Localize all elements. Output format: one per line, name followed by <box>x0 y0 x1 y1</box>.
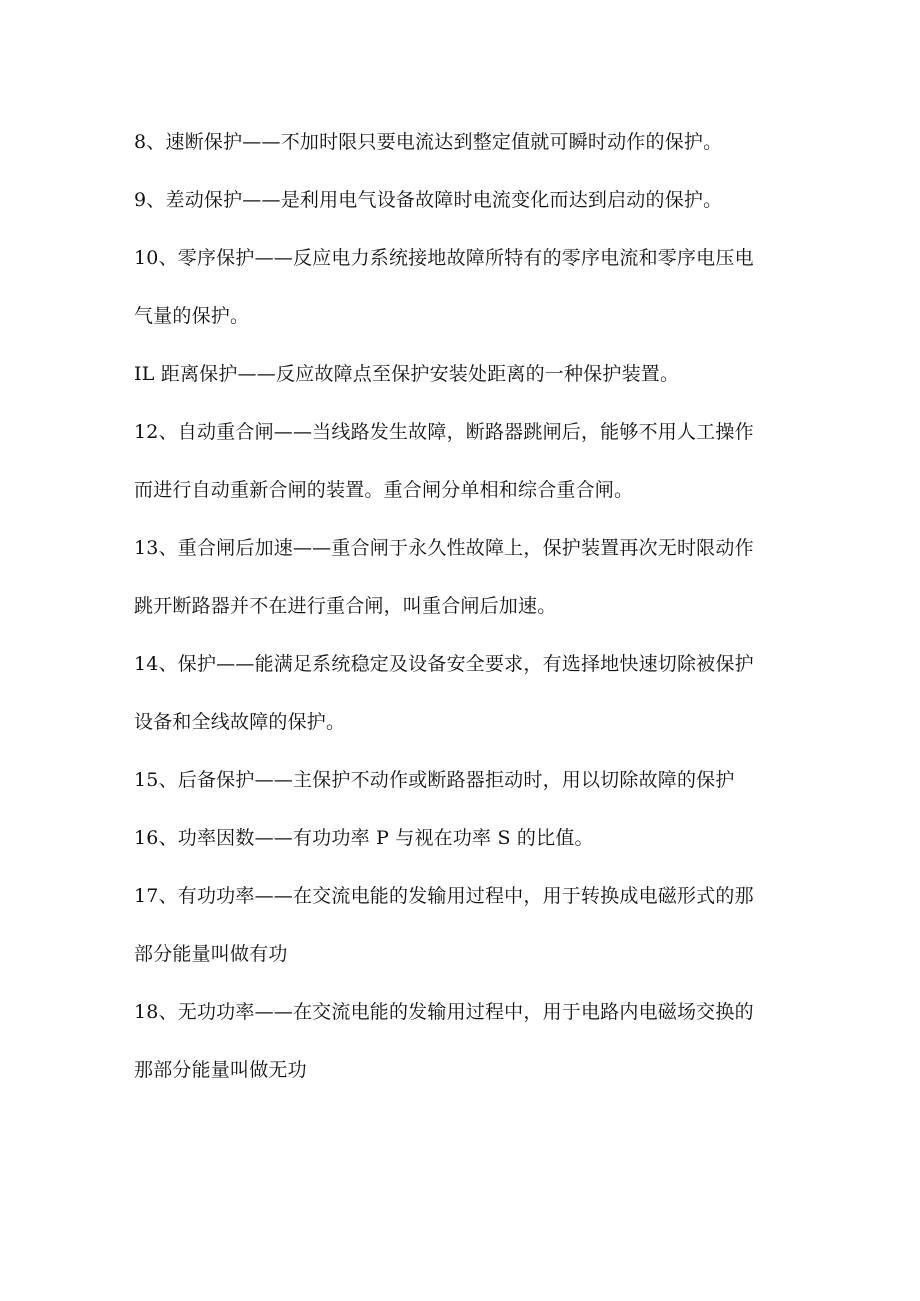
definition-entry-11 <box>134 345 794 403</box>
definition-entry-14 <box>134 635 794 751</box>
entry-line: 15、后备保护——主保护不动作或断路器拒动时，用以切除故障的保护 <box>134 769 735 791</box>
entry-line: 9、差动保护——是利用电气设备故障时电流变化而达到启动的保护。 <box>134 189 723 211</box>
entry-line: 而进行自动重新合闸的装置。重合闸分单相和综合重合闸。 <box>134 479 634 501</box>
entry-line: 16、功率因数——有功功率 P 与视在功率 S 的比值。 <box>134 827 594 849</box>
definition-entry-17 <box>134 867 794 983</box>
entry-line: 12、自动重合闸——当线路发生故障，断路器跳闸后，能够不用人工操作 <box>134 421 754 443</box>
entry-line: 14、保护——能满足系统稳定及设备安全要求，有选择地快速切除被保护 <box>134 653 754 675</box>
entry-line: 那部分能量叫做无功 <box>134 1059 307 1081</box>
definition-entry-16 <box>134 809 794 867</box>
entry-line: 设备和全线故障的保护。 <box>134 711 346 733</box>
definition-entry-18 <box>134 983 794 1099</box>
entry-line: 17、有功功率——在交流电能的发输用过程中，用于转换成电磁形式的那 <box>134 885 754 907</box>
entry-line: 13、重合闸后加速——重合闸于永久性故障上，保护装置再次无时限动作 <box>134 537 754 559</box>
definition-entry-10 <box>134 229 794 345</box>
entry-line: 10、零序保护——反应电力系统接地故障所特有的零序电流和零序电压电 <box>134 247 754 269</box>
definition-entry-12 <box>134 403 794 519</box>
definition-entry-9 <box>134 171 794 229</box>
definition-entry-8 <box>134 113 794 171</box>
definition-entry-15 <box>134 751 794 809</box>
entry-line: IL 距离保护——反应故障点至保护安装处距离的一种保护装置。 <box>134 363 680 385</box>
entry-line: 气量的保护。 <box>134 305 250 327</box>
entry-line: 18、无功功率——在交流电能的发输用过程中，用于电路内电磁场交换的 <box>134 1001 754 1023</box>
definition-entry-13 <box>134 519 794 635</box>
entry-line: 部分能量叫做有功 <box>134 943 288 965</box>
entry-line: 跳开断路器并不在进行重合闸，叫重合闸后加速。 <box>134 595 557 617</box>
entry-line: 8、速断保护——不加时限只要电流达到整定值就可瞬时动作的保护。 <box>134 131 723 153</box>
document-content <box>134 113 794 1099</box>
